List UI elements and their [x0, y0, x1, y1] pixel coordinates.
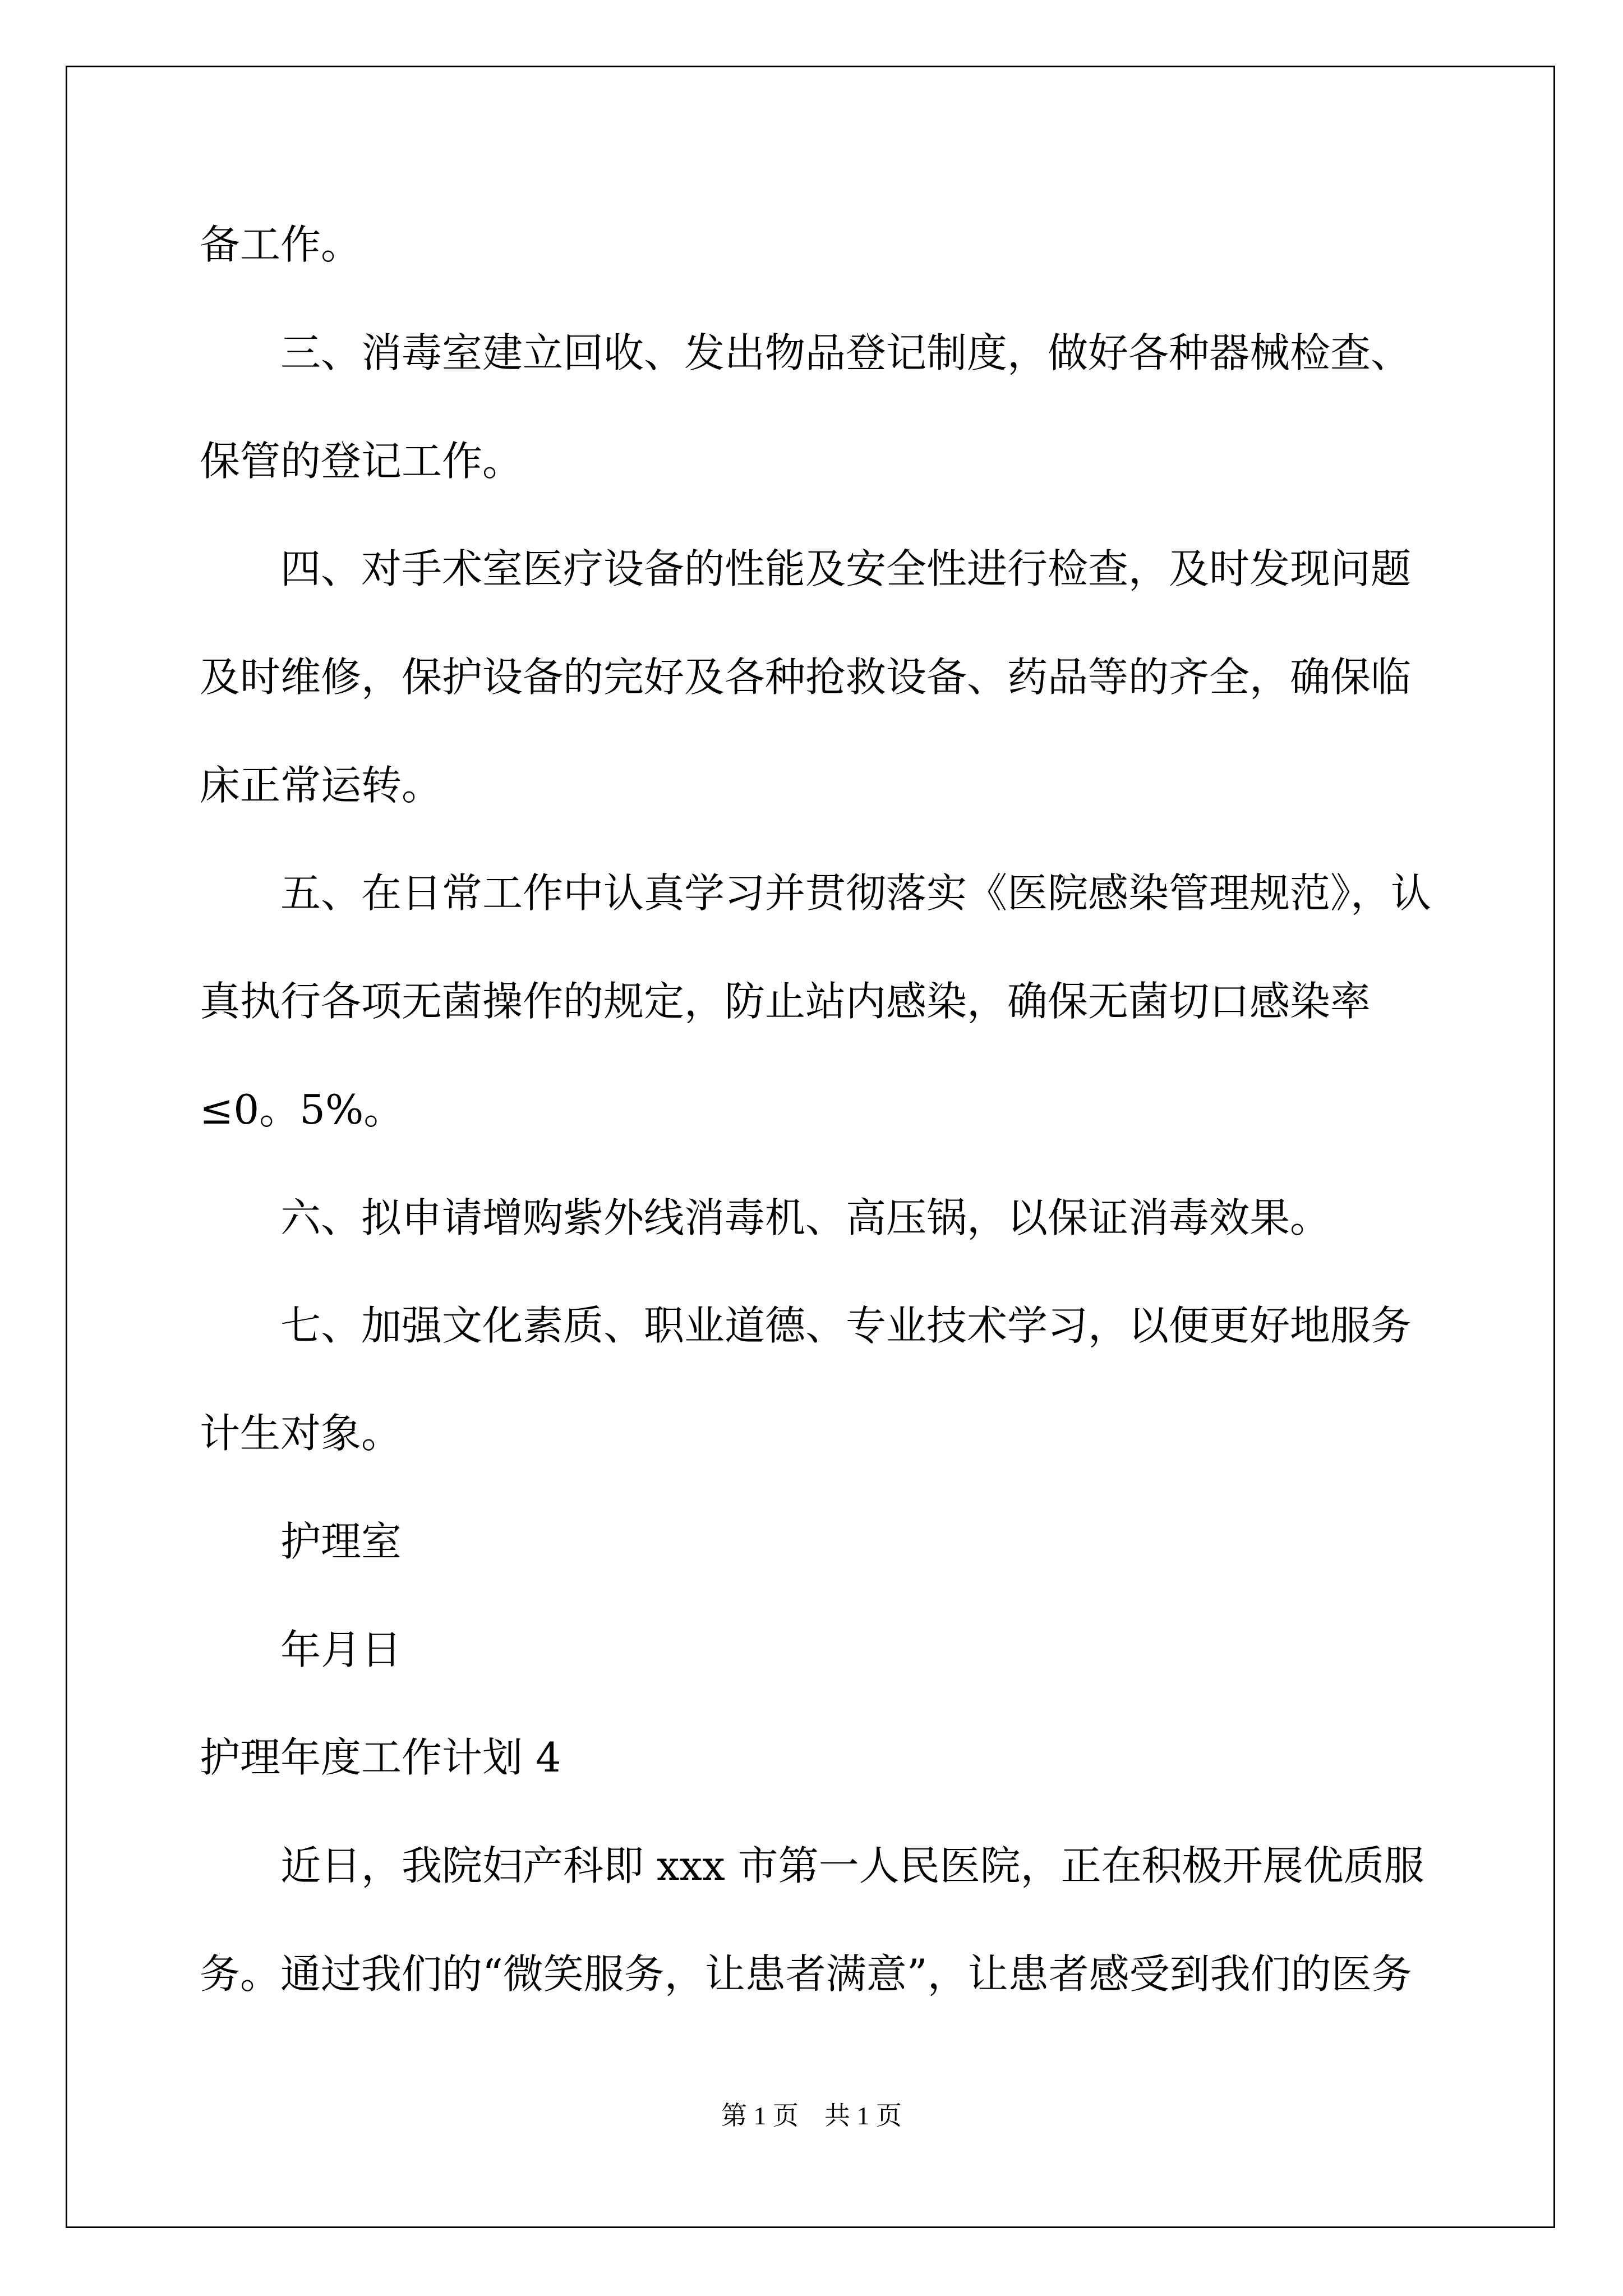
text-line: 四、对手术室医疗设备的性能及安全性进行检查，及时发现问题 — [280, 545, 1412, 592]
text-line: 三、消毒室建立回收、发出物品登记制度，做好各种器械检查、 — [280, 329, 1412, 376]
text-line: 真执行各项无菌操作的规定，防止站内感染，确保无菌切口感染率 — [200, 978, 1371, 1025]
text-line: 七、加强文化素质、职业道德、专业技术学习，以便更好地服务 — [280, 1302, 1412, 1349]
text-line: 务。通过我们的“微笑服务，让患者满意”，让患者感受到我们的医务 — [200, 1950, 1412, 1998]
text-line: 床正常运转。 — [200, 762, 442, 809]
text-line: 六、拟申请增购紫外线消毒机、高压锅，以保证消毒效果。 — [280, 1194, 1331, 1241]
text-line: 保管的登记工作。 — [200, 438, 523, 485]
text-line: 护理室 — [280, 1518, 402, 1565]
text-line: ≤0。5%。 — [200, 1086, 404, 1133]
text-line: 近日，我院妇产科即 xxx 市第一人民医院，正在积极开展优质服 — [280, 1842, 1424, 1889]
text-line: 年月日 — [280, 1626, 402, 1673]
page-footer: 第 1 页 共 1 页 — [721, 2101, 902, 2130]
page-border — [66, 66, 1555, 2228]
text-line: 五、在日常工作中认真学习并贯彻落实《医院感染管理规范》，认 — [280, 869, 1432, 917]
text-line: 及时维修，保护设备的完好及各种抢救设备、药品等的齐全，确保临 — [200, 654, 1412, 701]
section-heading: 护理年度工作计划 4 — [200, 1734, 561, 1781]
text-line: 计生对象。 — [200, 1410, 402, 1457]
text-line: 备工作。 — [200, 221, 362, 268]
